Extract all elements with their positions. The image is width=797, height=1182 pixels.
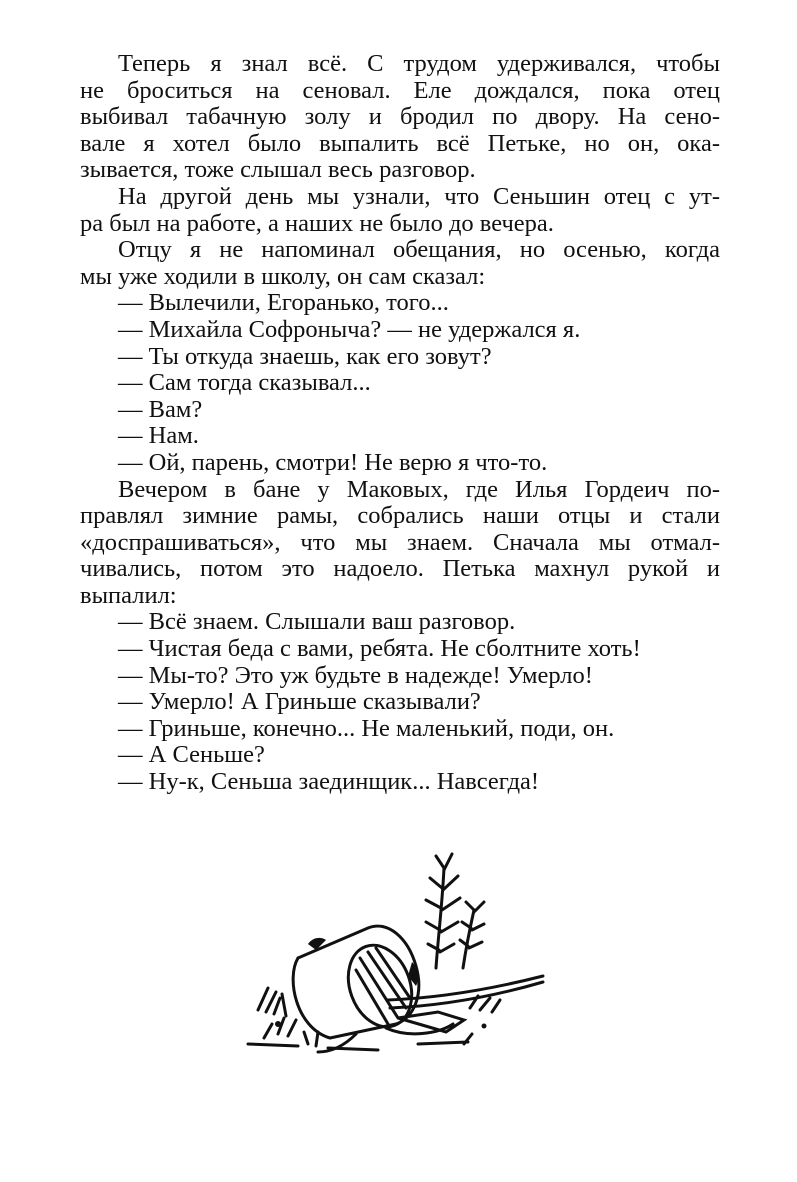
text-line: ра был на работе, а наших не было до вечера. (80, 209, 554, 237)
text-line: «доспрашиваться», что мы знаем. Сначала мы отмал- (80, 529, 720, 556)
text-line: — Михайла Софроныча? — не удержался я. (118, 315, 581, 343)
text-line: — Мы-то? Это уж будьте в надежде! Умерло! (118, 661, 593, 689)
text-line: Вечером в бане у Маковых, где Илья Гордеич по- (118, 476, 720, 503)
text-line: — Ой, парень, смотри! Не верю я что-то. (118, 448, 548, 476)
text-line: — Гриньше, конечно... Не маленький, поди, он. (118, 714, 615, 742)
text-line: правлял зимние рамы, собрались наши отцы и стали (80, 503, 720, 530)
text-line: чивались, потом это надоело. Петька махнул рукой и (80, 556, 720, 583)
text-line: — Вылечили, Егоранько, того... (118, 289, 449, 317)
text-line: — Чистая беда с вами, ребята. Не сболтните хоть! (118, 635, 641, 663)
text-line: не броситься на сеновал. Еле дождался, пока отец (80, 77, 720, 104)
text-line: зывается, тоже слышал весь разговор. (80, 156, 476, 184)
text-line: выбивал табачную золу и бродил по двору. На сено- (80, 104, 720, 131)
text-line: выпалил: (80, 581, 177, 609)
text-line: — Вам? (118, 395, 203, 423)
page-text (80, 51, 720, 796)
text-line: — Ну-к, Сеньша заединщик... Навсегда! (118, 768, 540, 796)
text-line: Теперь я знал всё. С трудом удерживался, чтобы (118, 51, 720, 77)
text-line: вале я хотел было выпалить всё Петьке, но он, ока- (80, 130, 720, 157)
text-line: — Ты откуда знаешь, как его зовут? (118, 342, 492, 370)
text-line: мы уже ходили в школу, он сам сказал: (80, 262, 486, 290)
text-line: На другой день мы узнали, что Сеньшин отец с ут- (118, 183, 720, 210)
text-line: Отцу я не напоминал обещания, но осенью, когда (118, 237, 720, 264)
overturned-bucket-with-plant-icon (238, 848, 558, 1068)
text-line: — Нам. (118, 422, 199, 450)
text-line: — А Сеньше? (118, 741, 265, 769)
text-line: — Сам тогда сказывал... (118, 369, 371, 397)
text-line: — Всё знаем. Слышали ваш разговор. (118, 608, 516, 636)
text-line: — Умерло! А Гриньше сказывали? (118, 688, 481, 716)
